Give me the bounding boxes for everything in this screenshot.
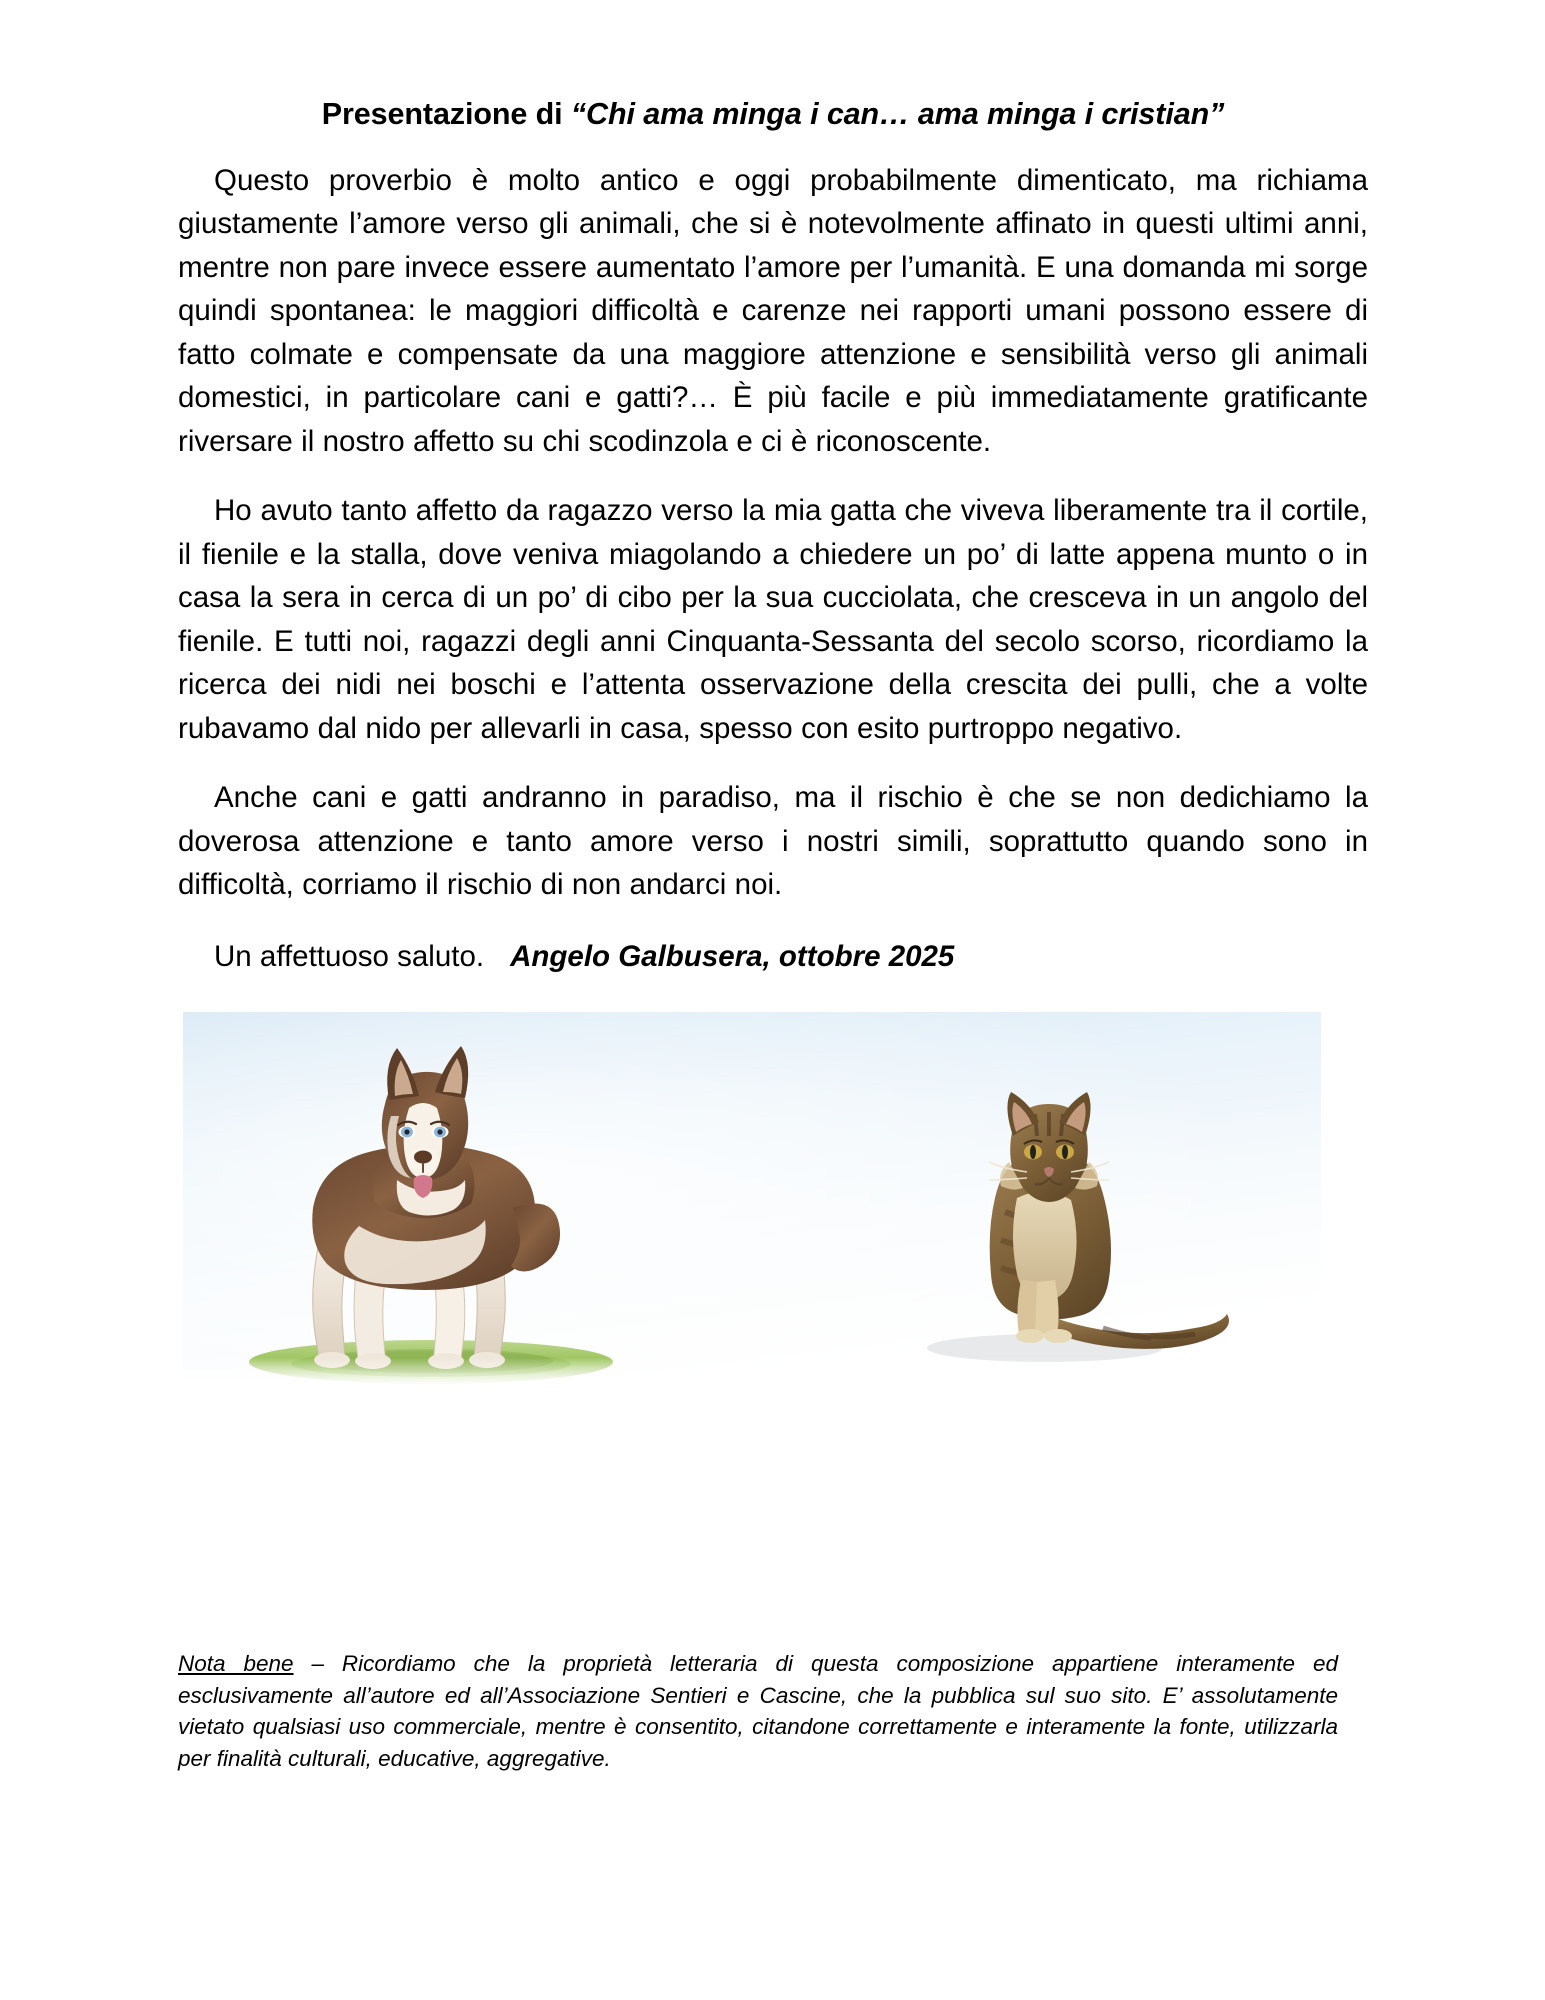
signature-greeting: Un affettuoso saluto. — [214, 939, 485, 973]
paragraph-3: Anche cani e gatti andranno in paradiso, ma il rischio è che se non dedichiamo la doverosa attenzione e tanto amore verso i nostri simili, soprattutto quando sono in difficoltà, corriamo il rischio di non andarci noi. — [178, 781, 1368, 902]
title-quote: “Chi ama minga i can… ama minga i cristian” — [570, 97, 1225, 131]
page-title — [178, 96, 1368, 133]
nota-bene-text — [178, 1648, 1338, 1774]
nota-bene-block — [178, 1648, 1343, 1774]
signature — [178, 935, 1368, 979]
signature-author: Angelo Galbusera, ottobre 2025 — [510, 939, 955, 973]
paragraph-2: Ho avuto tanto affetto da ragazzo verso la mia gatta che viveva liberamente tra il cortile, il fienile e la stalla, dove veniva miagolando a chiedere un po’ di latte appena munto o in casa la sera in cerca di un po’ di cibo per la sua cucciolata, che cresceva in un angolo del fienile. E tutti noi, ragazzi degli anni Cinquanta-Sessanta del secolo scorso, ricordiamo la ricerca dei nidi nei boschi e l’attenta osservazione della crescita dei pulli, che a volte rubavamo dal nido per allevarli in casa, spesso con esito purtroppo negativo. — [178, 494, 1368, 745]
dog-and-cat-photo — [183, 1012, 1321, 1392]
nota-bene-body: – Ricordiamo che la proprietà letteraria di questa composizione appartiene interamente ed esclusivamente all’autore ed all’Associazione Sentieri e Cascine, che la pubblica sul suo sito. E’ assolutamente vietato qualsiasi uso commerciale, mentre è consentito, citandone correttamente e interamente la fonte, utilizzarla per finalità culturali, educative, aggregative. — [178, 1651, 1339, 1771]
paragraph-1: Questo proverbio è molto antico e oggi probabilmente dimenticato, ma richiama giustamente l’amore verso gli animali, che si è notevolmente affinato in questi ultimi anni, mentre non pare invece essere aumentato l’amore per l’umanità. E una domanda mi sorge quindi spontanea: le maggiori difficoltà e carenze nei rapporti umani possono essere di fatto colmate e compensate da una maggiore attenzione e sensibilità verso gli animali domestici, in particolare cani e gatti?… È più facile e più immediatamente gratificante riversare il nostro affetto su chi scodinzola e ci è riconoscente. — [178, 163, 1368, 458]
nota-bene-lead: Nota bene — [178, 1651, 294, 1676]
document-content — [178, 96, 1368, 1392]
photo-illustration — [183, 1012, 1321, 1392]
title-prefix: Presentazione di — [321, 97, 571, 131]
